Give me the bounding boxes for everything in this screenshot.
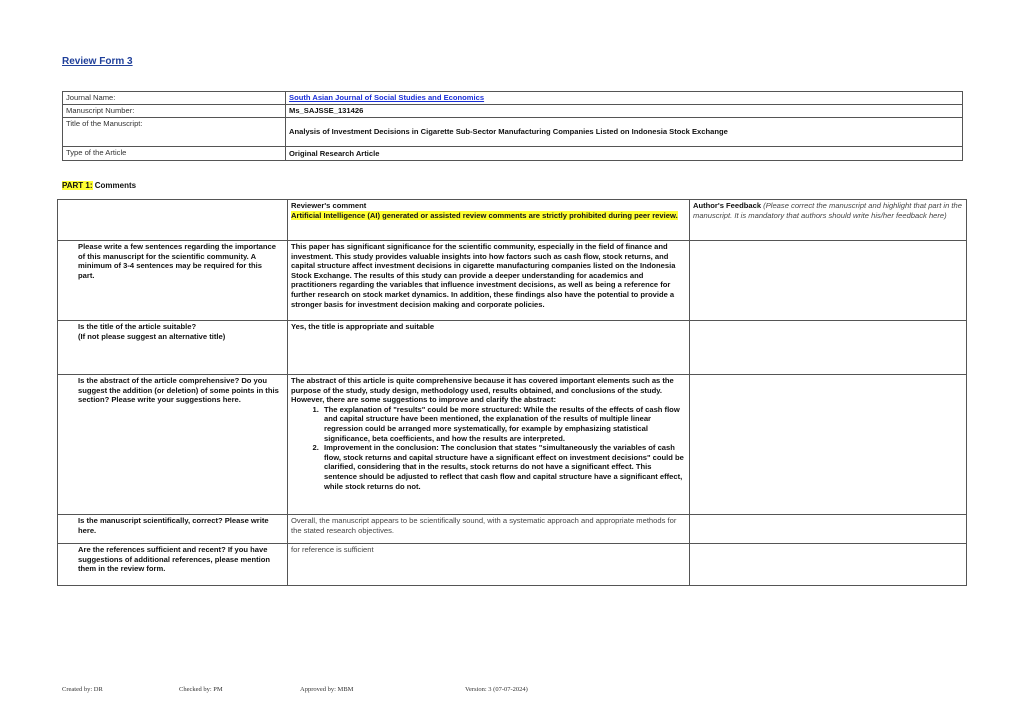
footer-approved: Approved by: MBM bbox=[300, 686, 354, 693]
manuscript-title-label: Title of the Manuscript: bbox=[63, 118, 286, 147]
reviewer-comment: This paper has significant significance for the scientific community, especially in the field of finance and investment. This study provides valuable insights into how factors such as cash flow, stock returns, and capital structure affect investment decisions in cigarette manufacturing companies listed on the Indonesia Stock Exchange. The results of this study can provide a deeper understanding for academics and practitioners regarding the variables that influence investment decisions, as well as being a reference for further research on stock market dynamics. In addition, these findings also have the potential to provide a stronger basis for investment decision making and corporate policies. bbox=[288, 241, 690, 321]
reviewer-comment: Yes, the title is appropriate and suitable bbox=[288, 321, 690, 375]
author-feedback-cell[interactable] bbox=[690, 321, 967, 375]
author-feedback-cell[interactable] bbox=[690, 544, 967, 586]
journal-name-label: Journal Name: bbox=[63, 92, 286, 105]
question: Please write a few sentences regarding the importance of this manuscript for the scientific community. A minimum of 3-4 sentences may be required for this part. bbox=[58, 241, 288, 321]
suggestion-item: 2. Improvement in the conclusion: The conclusion that states "simultaneously the variables of cash flow, stock returns and capital structure have a significant effect on investment decisions" could be clarified, considering that in the results, stock returns do not have a significant effect. This sentence should be adjusted to reflect that cash flow and capital structure have a significant effect, while stock returns do not. bbox=[321, 443, 686, 491]
header-row bbox=[58, 200, 967, 241]
question: Is the title of the article suitable? bbox=[78, 322, 197, 331]
part-title: Comments bbox=[92, 181, 137, 190]
table-row bbox=[58, 515, 967, 544]
reviewer-comment: Overall, the manuscript appears to be scientifically sound, with a systematic approach and appropriate methods for the stated research objectives. bbox=[288, 515, 690, 544]
author-feedback-cell[interactable] bbox=[690, 515, 967, 544]
author-feedback-cell[interactable] bbox=[690, 375, 967, 515]
reviewer-comment-title: Reviewer's comment bbox=[291, 201, 367, 210]
footer-version: Version: 3 (07-07-2024) bbox=[465, 686, 528, 693]
table-row bbox=[58, 321, 967, 375]
suggestion-list bbox=[321, 405, 686, 491]
question: Are the references sufficient and recent? If you have suggestions of additional references, please mention them in the review form. bbox=[58, 544, 288, 586]
manuscript-info-table bbox=[62, 91, 963, 161]
author-feedback-title: Author's Feedback bbox=[693, 201, 762, 210]
part-label: PART 1: bbox=[62, 181, 93, 190]
part-heading bbox=[62, 181, 136, 190]
question: Is the abstract of the article comprehensive? Do you suggest the addition (or deletion) of some points in this section? Please write your suggestions here. bbox=[58, 375, 288, 515]
table-row bbox=[58, 241, 967, 321]
reviewer-comment: The abstract of this article is quite comprehensive because it has covered important elements such as the purpose of the study, study design, methodology used, results obtained, and conclusions of the study. However, there are some suggestions to improve and clarify the abstract: bbox=[291, 376, 674, 405]
table-row bbox=[58, 375, 967, 515]
question-note: (If not please suggest an alternative title) bbox=[78, 331, 226, 341]
journal-name-link[interactable]: South Asian Journal of Social Studies and Economics bbox=[289, 93, 485, 102]
reviewer-comment: for reference is sufficient bbox=[288, 544, 690, 586]
manuscript-number-label: Manuscript Number: bbox=[63, 105, 286, 118]
author-feedback-note: (Please correct the manuscript and highlight that part in the manuscript. It is mandatory that authors should write his/her feedback here) bbox=[693, 201, 962, 220]
footer-created: Created by: DR bbox=[62, 686, 103, 693]
article-type-value: Original Research Article bbox=[286, 147, 963, 161]
suggestion-item: 1. The explanation of "results" could be more structured: While the results of the effects of cash flow and capital structure have been mentioned, the explanation of the results of multiple linear regression could be arranged more systematically, for example by emphasizing statistical significance, beta coefficients, and how the results are interpreted. bbox=[321, 405, 686, 443]
manuscript-title-value: Analysis of Investment Decisions in Cigarette Sub-Sector Manufacturing Companies Listed on Indonesia Stock Exchange bbox=[286, 118, 963, 147]
manuscript-number-value: Ms_SAJSSE_131426 bbox=[286, 105, 963, 118]
comments-table bbox=[57, 199, 967, 586]
author-feedback-cell[interactable] bbox=[690, 241, 967, 321]
ai-notice: Artificial Intelligence (AI) generated or assisted review comments are strictly prohibited during peer review. bbox=[291, 210, 678, 220]
article-type-label: Type of the Article bbox=[63, 147, 286, 161]
table-row bbox=[58, 544, 967, 586]
question: Is the manuscript scientifically, correct? Please write here. bbox=[58, 515, 288, 544]
footer-checked: Checked by: PM bbox=[179, 686, 223, 693]
form-title: Review Form 3 bbox=[62, 56, 133, 67]
